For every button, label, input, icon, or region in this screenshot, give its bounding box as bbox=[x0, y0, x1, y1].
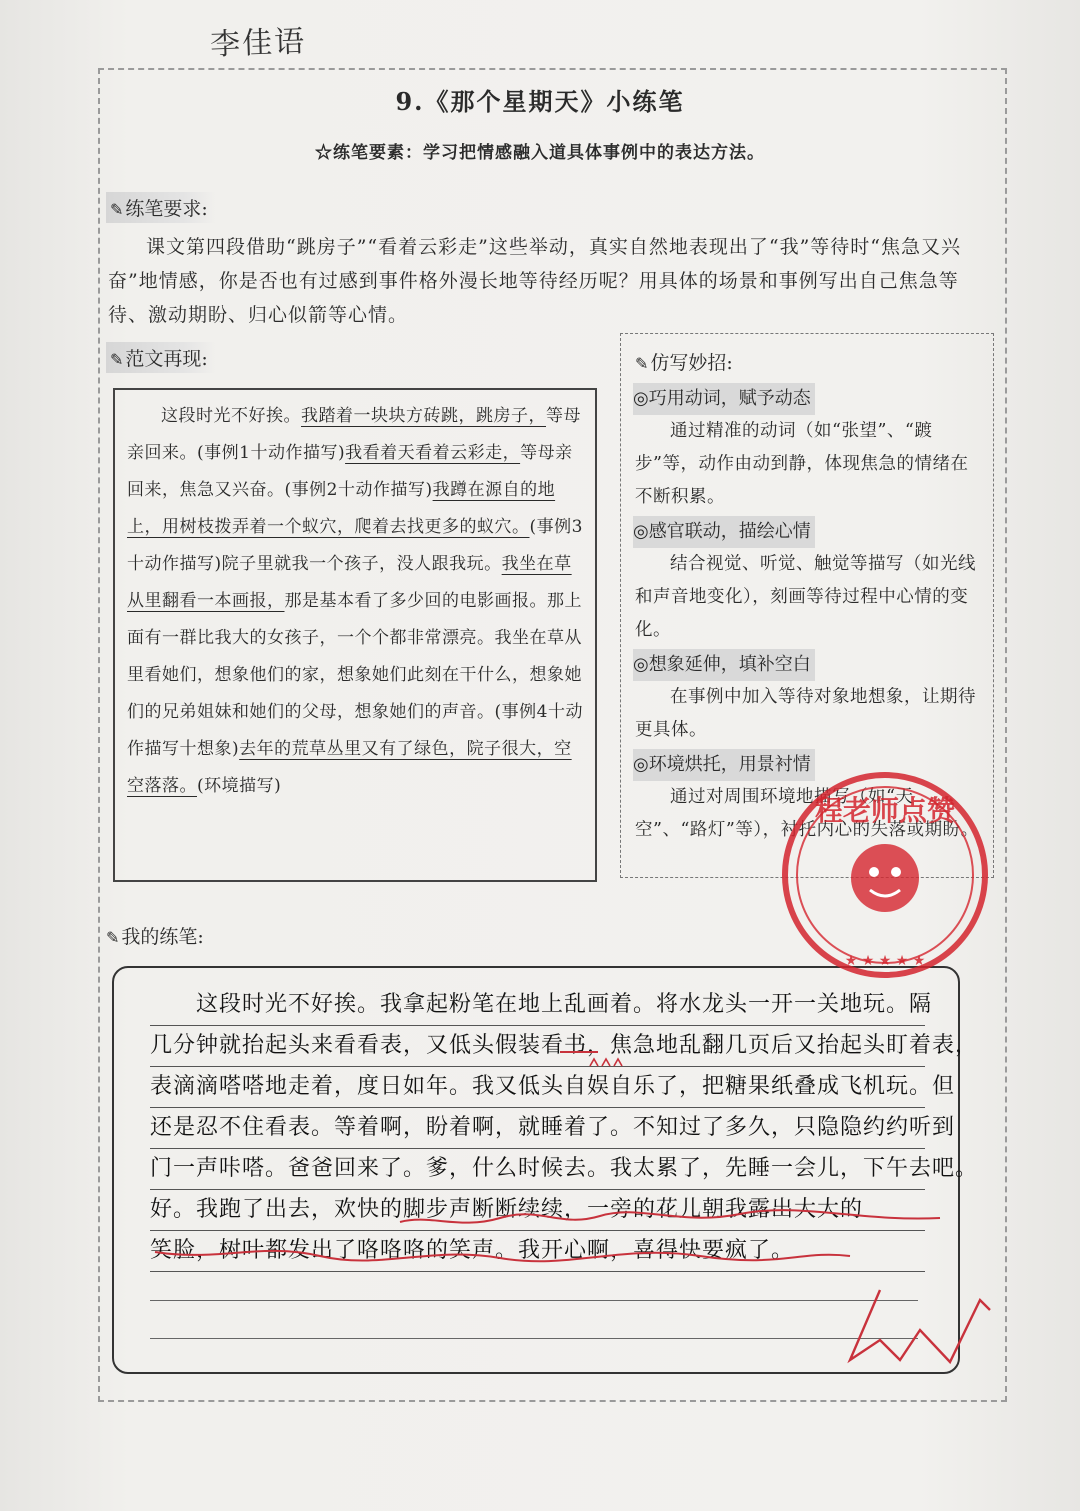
tip-body: 结合视觉、听觉、触觉等描写（如光线和声音地变化），刻画等待过程中心情的变化。 bbox=[635, 554, 976, 640]
sample-essay-box bbox=[113, 388, 597, 882]
pencil-icon: ✎ bbox=[110, 200, 124, 219]
tips-label bbox=[635, 348, 979, 375]
task-label-text: 练笔要求: bbox=[125, 198, 208, 220]
sample-essay-text bbox=[127, 398, 583, 805]
pencil-icon: ✎ bbox=[635, 354, 649, 373]
sample-segment: 那是基本看了多少回的电影画报。那上面有一群比我大的女孩子，一个个都非常漂亮。我坐在草从里看她们，想象他们的家，想象她们此刻在干什么，想象她们的兄弟姐妹和她们的父母，想象她们的声音。(事例4十动作描写十想象) bbox=[127, 591, 583, 759]
tip-heading: ◎感官联动，描绘心情 bbox=[633, 516, 815, 548]
sample-segment: 等母亲回来，焦急又兴奋。(事例2十动作描写) bbox=[127, 443, 573, 500]
underlined-segment: 我踏着一块块方砖跳，跳房子， bbox=[301, 406, 546, 426]
handwritten-essay bbox=[150, 985, 979, 1272]
sample-segment: 等母亲回来。(事例1十动作描写) bbox=[127, 406, 581, 463]
my-writing-label bbox=[106, 922, 204, 949]
stamp-eye bbox=[891, 867, 901, 877]
my-writing-label-text: 我的练笔: bbox=[121, 926, 204, 948]
handwritten-line: 好。我跑了出去，欢快的脚步声断断续续，一旁的花儿朝我露出大大的 bbox=[150, 1190, 925, 1231]
tip-heading: ◎巧用动词，赋予动态 bbox=[633, 383, 815, 415]
task-label bbox=[106, 192, 216, 223]
requirement-element: ☆练笔要素：学习把情感融入道具体事例中的表达方法。 bbox=[315, 143, 765, 163]
handwritten-line: 还是忍不住看表。等着啊，盼着啊，就睡着了。不知过了多久，只隐隐约约听到 bbox=[150, 1108, 925, 1149]
tip-heading: ◎环境烘托，用景衬情 bbox=[633, 749, 815, 781]
task-text: 课文第四段借助“跳房子”“看着云彩走”这些举动，真实自然地表现出了“我”等待时“焦急又兴奋”地情感，你是否也有过感到事件格外漫长地等待经历呢？用具体的场景和事例写出自己焦急等待、激动期盼、归心似箭等心情。 bbox=[108, 236, 961, 326]
blank-line bbox=[150, 1338, 918, 1339]
tip-heading: ◎想象延伸，填补空白 bbox=[633, 649, 815, 681]
handwritten-line: 几分钟就抬起头来看看表，又低头假装看书，焦急地乱翻几页后又抬起头盯着表， bbox=[150, 1026, 925, 1067]
sample-segment: 这段时光不好挨。 bbox=[161, 406, 301, 426]
sample-label-text: 范文再现: bbox=[125, 348, 208, 370]
tip-body: 通过对周围环境地描写（如“天空”、“路灯”等），衬托内心的失落或期盼。 bbox=[635, 787, 979, 840]
tip-body: 在事例中加入等待对象地想象，让期待更具体。 bbox=[635, 687, 976, 740]
handwritten-line: 门一声咔嗒。爸爸回来了。爹，什么时候去。我太累了，先睡一会儿，下午去吧。 bbox=[150, 1149, 925, 1190]
stamp-face-icon bbox=[851, 844, 919, 912]
underlined-segment: 去年的荒草丛里又有了绿色，院子很大，空空落落。 bbox=[127, 739, 572, 796]
handwritten-line: 表滴滴嗒嗒地走着，度日如年。我又低头自娱自乐了，把糖果纸叠成飞机玩。但 bbox=[150, 1067, 925, 1108]
handwritten-line: 这段时光不好挨。我拿起粉笔在地上乱画着。将水龙头一开一关地玩。隔 bbox=[150, 985, 925, 1026]
underlined-segment: 我蹲在源自的地上，用树枝拨弄着一个蚁穴，爬着去找更多的蚁穴。 bbox=[127, 480, 556, 537]
teacher-stamp bbox=[770, 770, 1000, 980]
stamp-eye bbox=[869, 867, 879, 877]
sample-segment: (事例3十动作描写)院子里就我一个孩子，没人跟我玩。 bbox=[127, 517, 583, 574]
student-name: 李佳语 bbox=[209, 24, 307, 63]
stamp-stars: ★ ★ ★ ★ ★ bbox=[844, 953, 926, 969]
sample-segment: (环境描写) bbox=[197, 776, 282, 796]
tips-label-text: 仿写妙招: bbox=[650, 352, 733, 374]
handwritten-line: 笑脸，树叶都发出了咯咯咯的笑声。我开心啊，喜得快要疯了。 bbox=[150, 1231, 925, 1272]
blank-line bbox=[150, 1300, 918, 1301]
sample-label bbox=[106, 342, 216, 373]
underlined-segment: 我看着天看着云彩走， bbox=[345, 443, 521, 463]
pencil-icon: ✎ bbox=[106, 928, 120, 947]
tip-body: 通过精准的动词（如“张望”、“踱步”等，动作由动到静，体现焦急的情绪在不断积累。 bbox=[635, 421, 969, 507]
worksheet-title: 9.《那个星期天》小练笔 bbox=[395, 87, 685, 116]
pencil-icon: ✎ bbox=[110, 350, 124, 369]
underlined-segment: 我坐在草从里翻看一本画报， bbox=[127, 554, 572, 611]
stamp-text: 程老师点赞 bbox=[814, 794, 956, 827]
